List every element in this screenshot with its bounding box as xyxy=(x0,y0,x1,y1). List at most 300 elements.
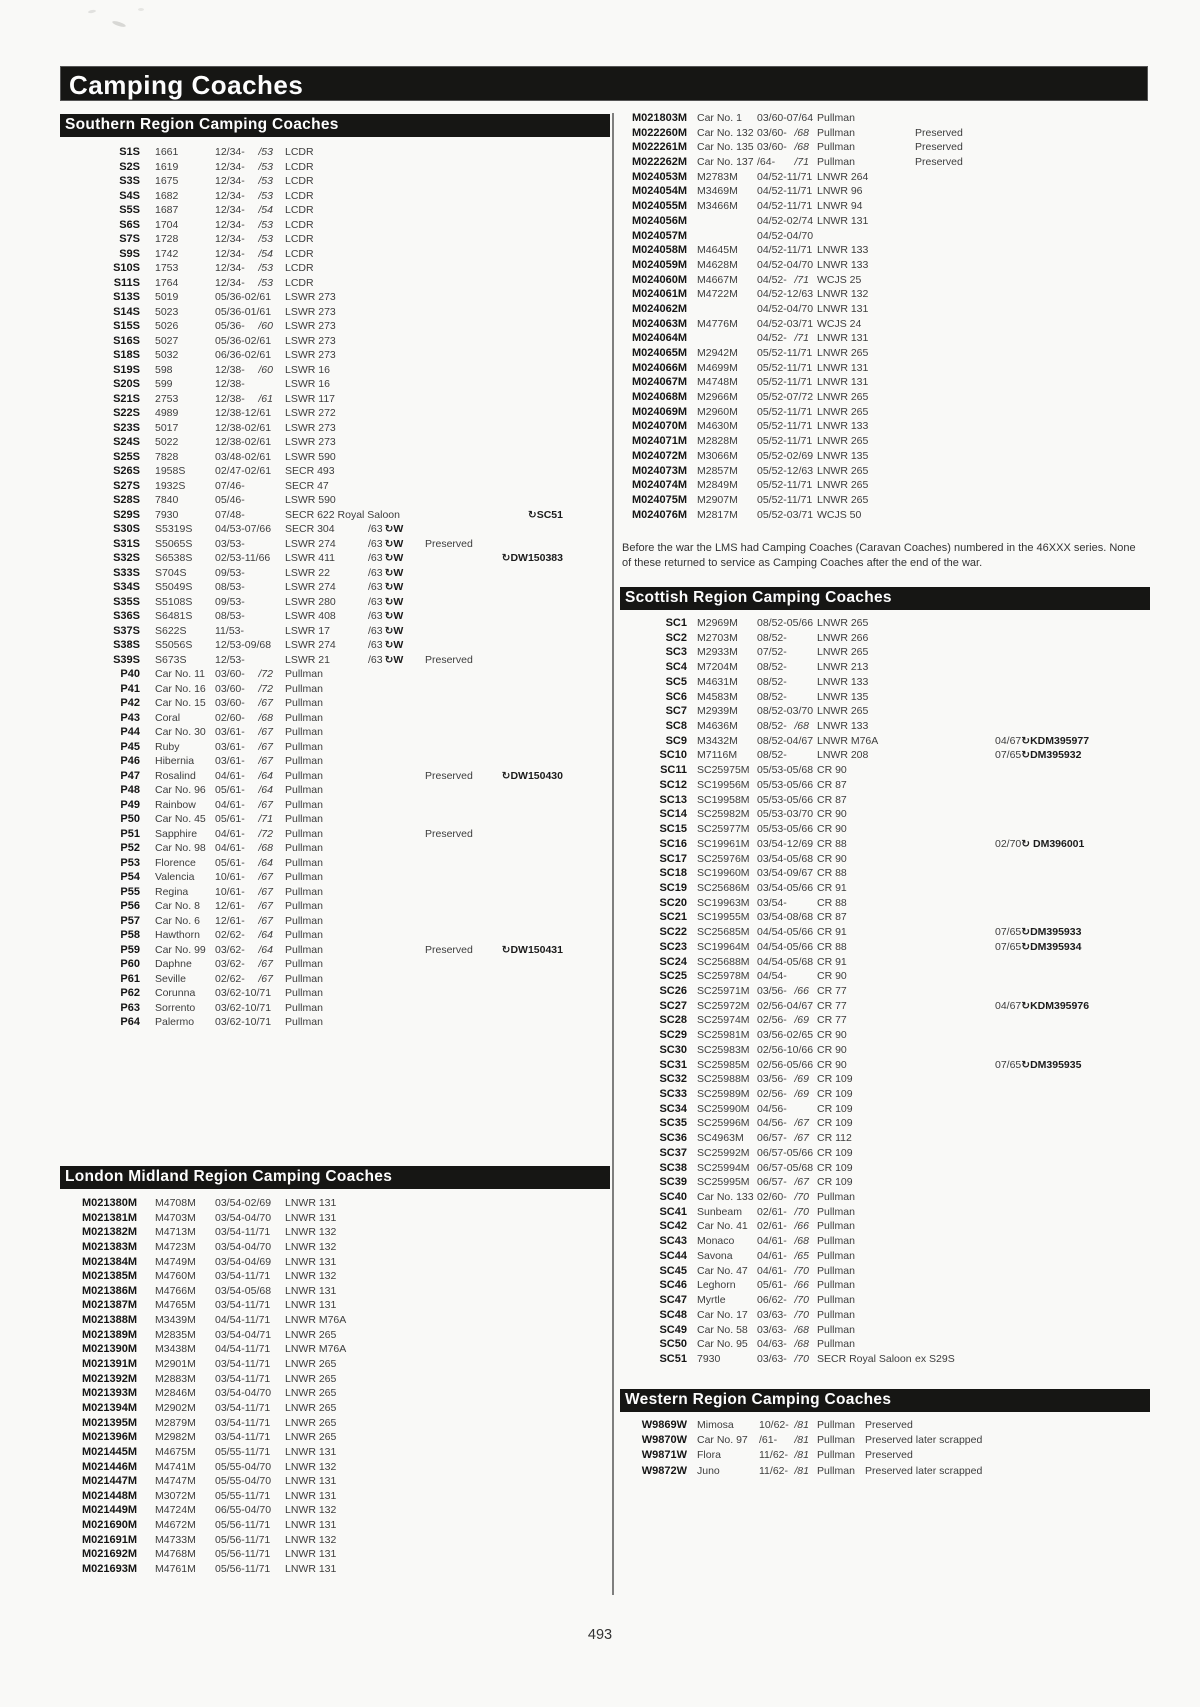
transfer-note-cell xyxy=(368,1270,425,1282)
coach-number-cell: S5065S xyxy=(155,537,193,550)
origin-type-cell: LNWR 133 xyxy=(817,720,869,733)
date-start: 06/36-02/61 xyxy=(215,349,272,361)
coach-number-cell: Car No. 17 xyxy=(697,1308,748,1321)
date-start: 03/53- xyxy=(215,537,245,550)
status-cell: Preserved later scrapped xyxy=(865,1434,983,1447)
service-dates-cell xyxy=(215,494,285,506)
coach-number-cell: Myrtle xyxy=(697,1294,726,1307)
table-row xyxy=(60,683,563,698)
table-row xyxy=(620,1088,1073,1103)
table-row xyxy=(620,1434,1073,1449)
coach-number-cell: Mimosa xyxy=(697,1419,734,1431)
service-dates-cell xyxy=(757,1073,817,1085)
date-start: 03/54-11/71 xyxy=(215,1431,271,1444)
transfer-note-cell xyxy=(368,1504,425,1516)
date-start: 03/63- xyxy=(757,1352,787,1365)
table-row xyxy=(60,378,563,393)
date-start: 12/34- xyxy=(215,160,245,173)
date-start: 05/56-11/71 xyxy=(215,1519,271,1532)
coach-id-cell: S28S xyxy=(113,494,140,506)
service-dates-cell xyxy=(215,799,285,811)
service-dates-cell xyxy=(215,1197,285,1209)
coach-number-cell: SC25985M xyxy=(697,1058,750,1071)
coach-id-cell: M021448M xyxy=(82,1489,138,1502)
coach-id-cell: SC46 xyxy=(659,1279,687,1292)
transfer-note-cell xyxy=(368,567,425,579)
service-dates-cell xyxy=(757,1309,817,1321)
service-dates-cell xyxy=(215,886,285,898)
renumber-date: 02/70 xyxy=(995,837,1022,850)
coach-id-cell: P55 xyxy=(120,885,140,898)
service-dates-cell xyxy=(215,1475,285,1487)
coach-number-cell: Car No. 133 xyxy=(697,1191,754,1204)
service-dates-cell xyxy=(757,808,817,820)
page-number: 493 xyxy=(587,1627,613,1643)
coach-id-cell: M021387M xyxy=(82,1299,138,1312)
date-end: /81 xyxy=(794,1464,809,1477)
service-dates-cell xyxy=(215,987,285,999)
origin-type-cell: CR 109 xyxy=(817,1102,853,1115)
section-header-southern: Southern Region Camping Coaches xyxy=(60,114,610,137)
coach-number-cell: M3072M xyxy=(155,1489,196,1502)
transfer-note-cell xyxy=(368,538,425,550)
section-header-western: Western Region Camping Coaches xyxy=(620,1389,1150,1412)
origin-type-cell: LNWR 131 xyxy=(285,1211,337,1224)
date-start: 05/53-05/68 xyxy=(757,764,814,777)
coach-id-cell: M024058M xyxy=(631,244,687,257)
date-start: 12/34- xyxy=(215,218,245,231)
coach-number-cell: M2883M xyxy=(155,1372,196,1385)
transfer-note-cell xyxy=(368,1461,425,1473)
renumber-id: ↻KDM395977 xyxy=(1021,734,1090,747)
origin-type-cell: CR 109 xyxy=(817,1073,853,1086)
table-row xyxy=(620,882,1073,897)
table-row xyxy=(60,523,563,538)
service-dates-cell xyxy=(757,1206,817,1218)
date-end: /67 xyxy=(258,755,273,767)
table-row xyxy=(620,1103,1073,1118)
date-end: /67 xyxy=(258,900,273,912)
date-start: 04/61- xyxy=(215,769,245,782)
origin-type-cell: Pullman xyxy=(817,1323,855,1336)
service-dates-cell xyxy=(757,691,817,703)
transfer-note-cell xyxy=(368,146,425,158)
origin-type-cell: CR 109 xyxy=(817,1117,853,1130)
origin-type-cell: SECR 304 xyxy=(285,523,335,535)
status-cell: Preserved xyxy=(425,769,473,782)
origin-type-cell: LNWR 265 xyxy=(817,435,869,448)
date-start: 05/52-11/71 xyxy=(757,347,813,359)
date-start: 06/62- xyxy=(757,1294,787,1307)
coach-id-cell: P43 xyxy=(120,711,140,724)
origin-type-cell: CR 109 xyxy=(817,1161,853,1174)
origin-type-cell: LCDR xyxy=(285,189,314,202)
coach-number-cell: SC25981M xyxy=(697,1029,750,1042)
service-dates-cell xyxy=(215,1373,285,1385)
origin-type-cell: LNWR 264 xyxy=(817,170,869,183)
date-end: /64 xyxy=(258,856,273,869)
date-start: 05/52-03/71 xyxy=(757,508,814,521)
origin-type-cell: Pullman xyxy=(817,1294,855,1307)
table-row xyxy=(620,479,1073,494)
date-start: 04/53-07/66 xyxy=(215,523,272,535)
date-start: 03/62-10/71 xyxy=(215,1016,272,1028)
origin-type-cell: Pullman xyxy=(285,856,323,869)
coach-id-cell: P47 xyxy=(120,769,140,782)
service-dates-cell xyxy=(215,871,285,883)
service-dates-cell xyxy=(757,1324,817,1336)
origin-type-cell: Pullman xyxy=(285,726,323,738)
transfer-note-cell xyxy=(368,219,425,231)
coach-number-cell: 5023 xyxy=(155,305,179,318)
transfer-note-cell xyxy=(368,842,425,854)
transfer-note-cell xyxy=(368,291,425,303)
table-row xyxy=(620,465,1073,480)
transfer-note-cell xyxy=(368,306,425,318)
coach-id-cell: M021383M xyxy=(82,1240,138,1253)
transfer-note-cell xyxy=(368,1534,425,1546)
coach-id-cell: M024054M xyxy=(631,185,687,198)
coach-id-cell: P58 xyxy=(120,929,140,941)
table-row xyxy=(60,320,563,335)
date-start: 08/52- xyxy=(757,631,787,644)
coach-id-cell: SC18 xyxy=(659,867,687,880)
date-start: 12/53-09/68 xyxy=(215,639,272,651)
origin-type-cell: LSWR 590 xyxy=(285,494,336,506)
origin-type-cell: Pullman xyxy=(285,813,323,825)
coach-id-cell: P40 xyxy=(120,668,140,680)
table-row xyxy=(60,1417,563,1432)
service-dates-cell xyxy=(757,1250,817,1262)
coach-number-cell: 5026 xyxy=(155,320,179,332)
date-end: /53 xyxy=(258,146,273,158)
coach-number-cell: 7840 xyxy=(155,494,179,506)
transfer-note-cell xyxy=(368,436,425,448)
origin-type-cell: LNWR 208 xyxy=(817,749,869,762)
table-row xyxy=(620,1058,1082,1074)
coach-id-cell: S36S xyxy=(113,610,140,622)
transfer-date: /63 xyxy=(368,653,383,666)
date-start: 04/52- xyxy=(757,332,787,345)
service-dates-cell xyxy=(215,233,285,245)
date-end: /71 xyxy=(258,813,273,825)
table-row xyxy=(620,911,1073,926)
transfer-note-cell xyxy=(368,900,425,912)
coach-number-cell: S622S xyxy=(155,624,187,637)
date-start: 03/60- xyxy=(215,697,245,709)
coach-id-cell: SC35 xyxy=(659,1117,687,1130)
coach-number-cell: SC25976M xyxy=(697,852,750,865)
coach-id-cell: SC26 xyxy=(659,984,687,997)
service-dates-cell xyxy=(215,204,285,216)
service-dates-cell xyxy=(757,494,817,506)
table-row xyxy=(620,362,1073,377)
coach-id-cell: SC11 xyxy=(660,764,687,777)
service-dates-cell xyxy=(757,435,817,447)
date-start: 03/54-11/71 xyxy=(215,1270,271,1283)
date-end: /68 xyxy=(794,126,809,139)
service-dates-cell xyxy=(757,970,817,982)
table-row xyxy=(60,697,563,712)
date-start: 03/54- xyxy=(757,896,787,909)
origin-type-cell: LCDR xyxy=(285,276,314,289)
renumber-note-cell xyxy=(498,944,563,956)
origin-type-cell: Pullman xyxy=(285,958,323,970)
coach-id-cell: S39S xyxy=(113,653,140,666)
transfer-note-cell xyxy=(368,697,425,709)
service-dates-cell xyxy=(215,1241,285,1253)
origin-type-cell: LCDR xyxy=(285,146,314,158)
table-row xyxy=(620,1309,1073,1324)
coach-number-cell: 7828 xyxy=(155,450,179,463)
service-dates-cell xyxy=(215,349,285,361)
date-start: 12/34- xyxy=(215,276,245,289)
origin-type-cell: WCJS 24 xyxy=(817,317,862,330)
coach-number-cell: M4583M xyxy=(697,690,738,703)
renumber-id: ↻DM395934 xyxy=(1021,940,1082,953)
date-start: 04/61- xyxy=(215,842,245,854)
status-cell: Preserved xyxy=(865,1419,913,1431)
table-row xyxy=(620,999,1090,1015)
table-row xyxy=(60,1387,563,1402)
transfer-note-cell xyxy=(368,480,425,492)
table-row xyxy=(60,987,563,1002)
coach-number-cell: 1675 xyxy=(155,175,179,187)
coach-number-cell: Car No. 30 xyxy=(155,726,206,738)
coach-number-cell: M3438M xyxy=(155,1343,196,1356)
date-start: 12/34- xyxy=(215,247,245,260)
origin-type-cell: LCDR xyxy=(285,247,314,260)
table-row xyxy=(60,1241,563,1256)
table-row xyxy=(60,1431,563,1446)
service-dates-cell xyxy=(757,318,817,330)
table-row xyxy=(620,303,1073,318)
coach-id-cell: P42 xyxy=(120,697,140,709)
renumber-arrow-icon: ↻W xyxy=(384,552,404,564)
transfer-note-cell xyxy=(368,987,425,999)
origin-type-cell: LSWR 16 xyxy=(285,378,330,390)
coach-id-cell: S21S xyxy=(113,392,140,405)
service-dates-cell xyxy=(215,1504,285,1516)
coach-number-cell: M3066M xyxy=(697,449,738,462)
date-start: 07/48- xyxy=(215,508,245,521)
table-row xyxy=(60,1343,563,1358)
date-start: 05/52-07/72 xyxy=(757,391,814,404)
date-start: 08/52- xyxy=(757,675,787,688)
coach-number-cell: Car No. 16 xyxy=(155,682,206,695)
coach-id-cell: SC50 xyxy=(659,1338,687,1351)
coach-id-cell: SC49 xyxy=(659,1323,687,1336)
coach-id-cell: S24S xyxy=(113,436,140,448)
coach-id-cell: S26S xyxy=(113,465,140,477)
date-start: 04/54-05/68 xyxy=(757,955,814,968)
coach-id-cell: S33S xyxy=(113,566,140,579)
service-dates-cell xyxy=(757,347,817,359)
transfer-date: /63 xyxy=(368,552,383,564)
service-dates-cell xyxy=(757,1000,817,1012)
coach-id-cell: SC29 xyxy=(659,1029,687,1042)
status-cell: Preserved xyxy=(915,156,963,169)
coach-number-cell: SC19958M xyxy=(697,793,750,806)
origin-type-cell: LCDR xyxy=(285,262,314,274)
coach-number-cell: Juno xyxy=(697,1464,720,1477)
service-dates-cell xyxy=(215,1563,285,1575)
service-dates-cell xyxy=(757,362,817,374)
coach-id-cell: M021447M xyxy=(82,1475,138,1488)
coach-number-cell: M3439M xyxy=(155,1314,196,1327)
coach-number-cell: SC25988M xyxy=(697,1073,750,1086)
coach-number-cell: M2846M xyxy=(155,1387,196,1400)
table-row xyxy=(620,808,1073,823)
date-end: /67 xyxy=(258,726,273,738)
service-dates-cell xyxy=(757,509,817,521)
table-row xyxy=(620,1147,1073,1162)
transfer-note-cell xyxy=(368,364,425,376)
origin-type-cell: CR 109 xyxy=(817,1146,853,1159)
date-start: 07/52- xyxy=(757,646,787,659)
transfer-note-cell xyxy=(368,596,425,608)
coach-number-cell: SC25989M xyxy=(697,1088,750,1100)
origin-type-cell: CR 90 xyxy=(817,764,847,777)
origin-type-cell: LNWR 132 xyxy=(285,1504,337,1517)
date-start: 05/53-05/66 xyxy=(757,823,814,836)
date-start: 06/57- xyxy=(757,1176,787,1189)
origin-type-cell: LNWR 133 xyxy=(817,675,869,688)
date-start: 05/61- xyxy=(757,1279,787,1292)
origin-type-cell: Pullman xyxy=(285,972,323,985)
table-row xyxy=(620,420,1073,435)
date-end: /69 xyxy=(794,1088,809,1100)
coach-number-cell: M4708M xyxy=(155,1197,196,1209)
service-dates-cell xyxy=(215,1446,285,1458)
date-start: 11/62- xyxy=(759,1464,788,1477)
coach-number-cell: Hibernia xyxy=(155,755,195,767)
note-line-1: Before the war the LMS had Camping Coaches (Caravan Coaches) numbered in the 46XXX series. None xyxy=(622,542,1136,554)
coach-number-cell: Corunna xyxy=(155,987,196,999)
date-start: 03/60- xyxy=(215,668,245,680)
coach-number-cell: M2817M xyxy=(697,508,738,521)
coach-number-cell: SC25995M xyxy=(697,1176,750,1189)
date-start: 03/54-04/71 xyxy=(215,1328,272,1341)
lms-prewar-note xyxy=(622,541,1162,571)
service-dates-cell xyxy=(215,1226,285,1238)
service-dates-cell xyxy=(215,915,285,927)
table-row xyxy=(620,853,1073,868)
service-dates-cell xyxy=(757,1044,817,1056)
origin-type-cell: LSWR 273 xyxy=(285,320,336,332)
service-dates-cell xyxy=(215,364,285,376)
coach-number-cell: 1619 xyxy=(155,160,179,173)
transfer-note-cell xyxy=(368,1226,425,1238)
transfer-note-cell xyxy=(368,755,425,767)
origin-type-cell: LSWR 273 xyxy=(285,305,336,318)
coach-number-cell: M2828M xyxy=(697,435,738,448)
date-start: 05/36-02/61 xyxy=(215,334,272,347)
coach-id-cell: M024064M xyxy=(631,332,687,345)
coach-id-cell: S2S xyxy=(119,160,140,173)
table-row xyxy=(60,929,563,944)
coach-id-cell: M021396M xyxy=(82,1431,138,1444)
origin-type-cell: LNWR M76A xyxy=(285,1314,347,1327)
date-start: 03/54-05/66 xyxy=(757,881,814,894)
coach-number-cell: Car No. 58 xyxy=(697,1323,748,1336)
table-row xyxy=(60,813,563,828)
date-start: 03/54-04/70 xyxy=(215,1240,272,1253)
table-row xyxy=(60,857,563,872)
table-row xyxy=(620,185,1073,200)
origin-type-cell: CR 77 xyxy=(817,1014,847,1027)
origin-type-cell: SECR 622 Royal Saloon xyxy=(285,508,400,521)
transfer-note-cell xyxy=(368,1212,425,1224)
service-dates-cell xyxy=(757,1191,817,1203)
date-end: /67 xyxy=(258,914,273,927)
date-start: 04/61- xyxy=(757,1264,787,1277)
service-dates-cell xyxy=(215,1212,285,1224)
table-row xyxy=(60,1402,563,1417)
date-start: 02/60- xyxy=(757,1191,787,1204)
coach-id-cell: SC40 xyxy=(659,1191,687,1204)
date-start: 03/62- xyxy=(215,943,245,956)
transfer-note-cell xyxy=(368,683,425,695)
date-start: 03/54-12/69 xyxy=(757,837,814,850)
origin-type-cell: CR 112 xyxy=(817,1132,852,1145)
coach-id-cell: SC34 xyxy=(659,1102,687,1115)
renumber-id: ↻DW150431 xyxy=(501,943,563,956)
coach-number-cell: 1932S xyxy=(155,479,186,492)
service-dates-cell xyxy=(215,683,285,695)
renumber-note-cell xyxy=(995,749,1081,761)
origin-type-cell: Pullman xyxy=(817,1449,855,1462)
service-dates-cell xyxy=(215,784,285,796)
coach-number-cell: SC25978M xyxy=(697,970,750,983)
table-row xyxy=(620,1162,1073,1177)
coach-id-cell: SC41 xyxy=(659,1205,687,1218)
southern-coach-table xyxy=(60,146,563,1031)
date-end: /68 xyxy=(258,711,273,724)
table-row xyxy=(60,494,563,509)
coach-id-cell: S27S xyxy=(113,479,140,492)
date-start: 05/36-01/61 xyxy=(215,305,272,318)
coach-id-cell: S35S xyxy=(113,595,140,608)
service-dates-cell xyxy=(757,1235,817,1247)
date-start: 12/34- xyxy=(215,189,245,202)
coach-number-cell: M7204M xyxy=(697,661,738,674)
coach-number-cell: M4741M xyxy=(155,1460,196,1473)
coach-number-cell: M2939M xyxy=(697,705,738,718)
table-row xyxy=(60,871,563,886)
table-row xyxy=(60,842,563,857)
origin-type-cell: LNWR M76A xyxy=(817,734,879,747)
transfer-note-cell xyxy=(368,335,425,347)
date-start: 03/60- xyxy=(757,141,787,154)
origin-type-cell: CR 90 xyxy=(817,852,847,865)
date-end: /65 xyxy=(794,1249,809,1262)
coach-number-cell: 1764 xyxy=(155,276,179,289)
service-dates-cell xyxy=(215,393,285,405)
coach-id-cell: S10S xyxy=(113,262,140,274)
renumber-arrow-icon: ↻W xyxy=(384,639,404,651)
table-row xyxy=(620,779,1073,794)
transfer-note-cell xyxy=(368,422,425,434)
renumber-id: ↻DM395933 xyxy=(1021,926,1082,939)
date-start: 03/60- xyxy=(757,126,787,139)
date-end: /53 xyxy=(258,233,273,245)
table-row xyxy=(60,886,563,901)
coach-id-cell: P54 xyxy=(120,871,140,883)
coach-id-cell: M024070M xyxy=(631,420,687,433)
transfer-note-cell xyxy=(368,610,425,622)
coach-number-cell: S6481S xyxy=(155,610,193,622)
